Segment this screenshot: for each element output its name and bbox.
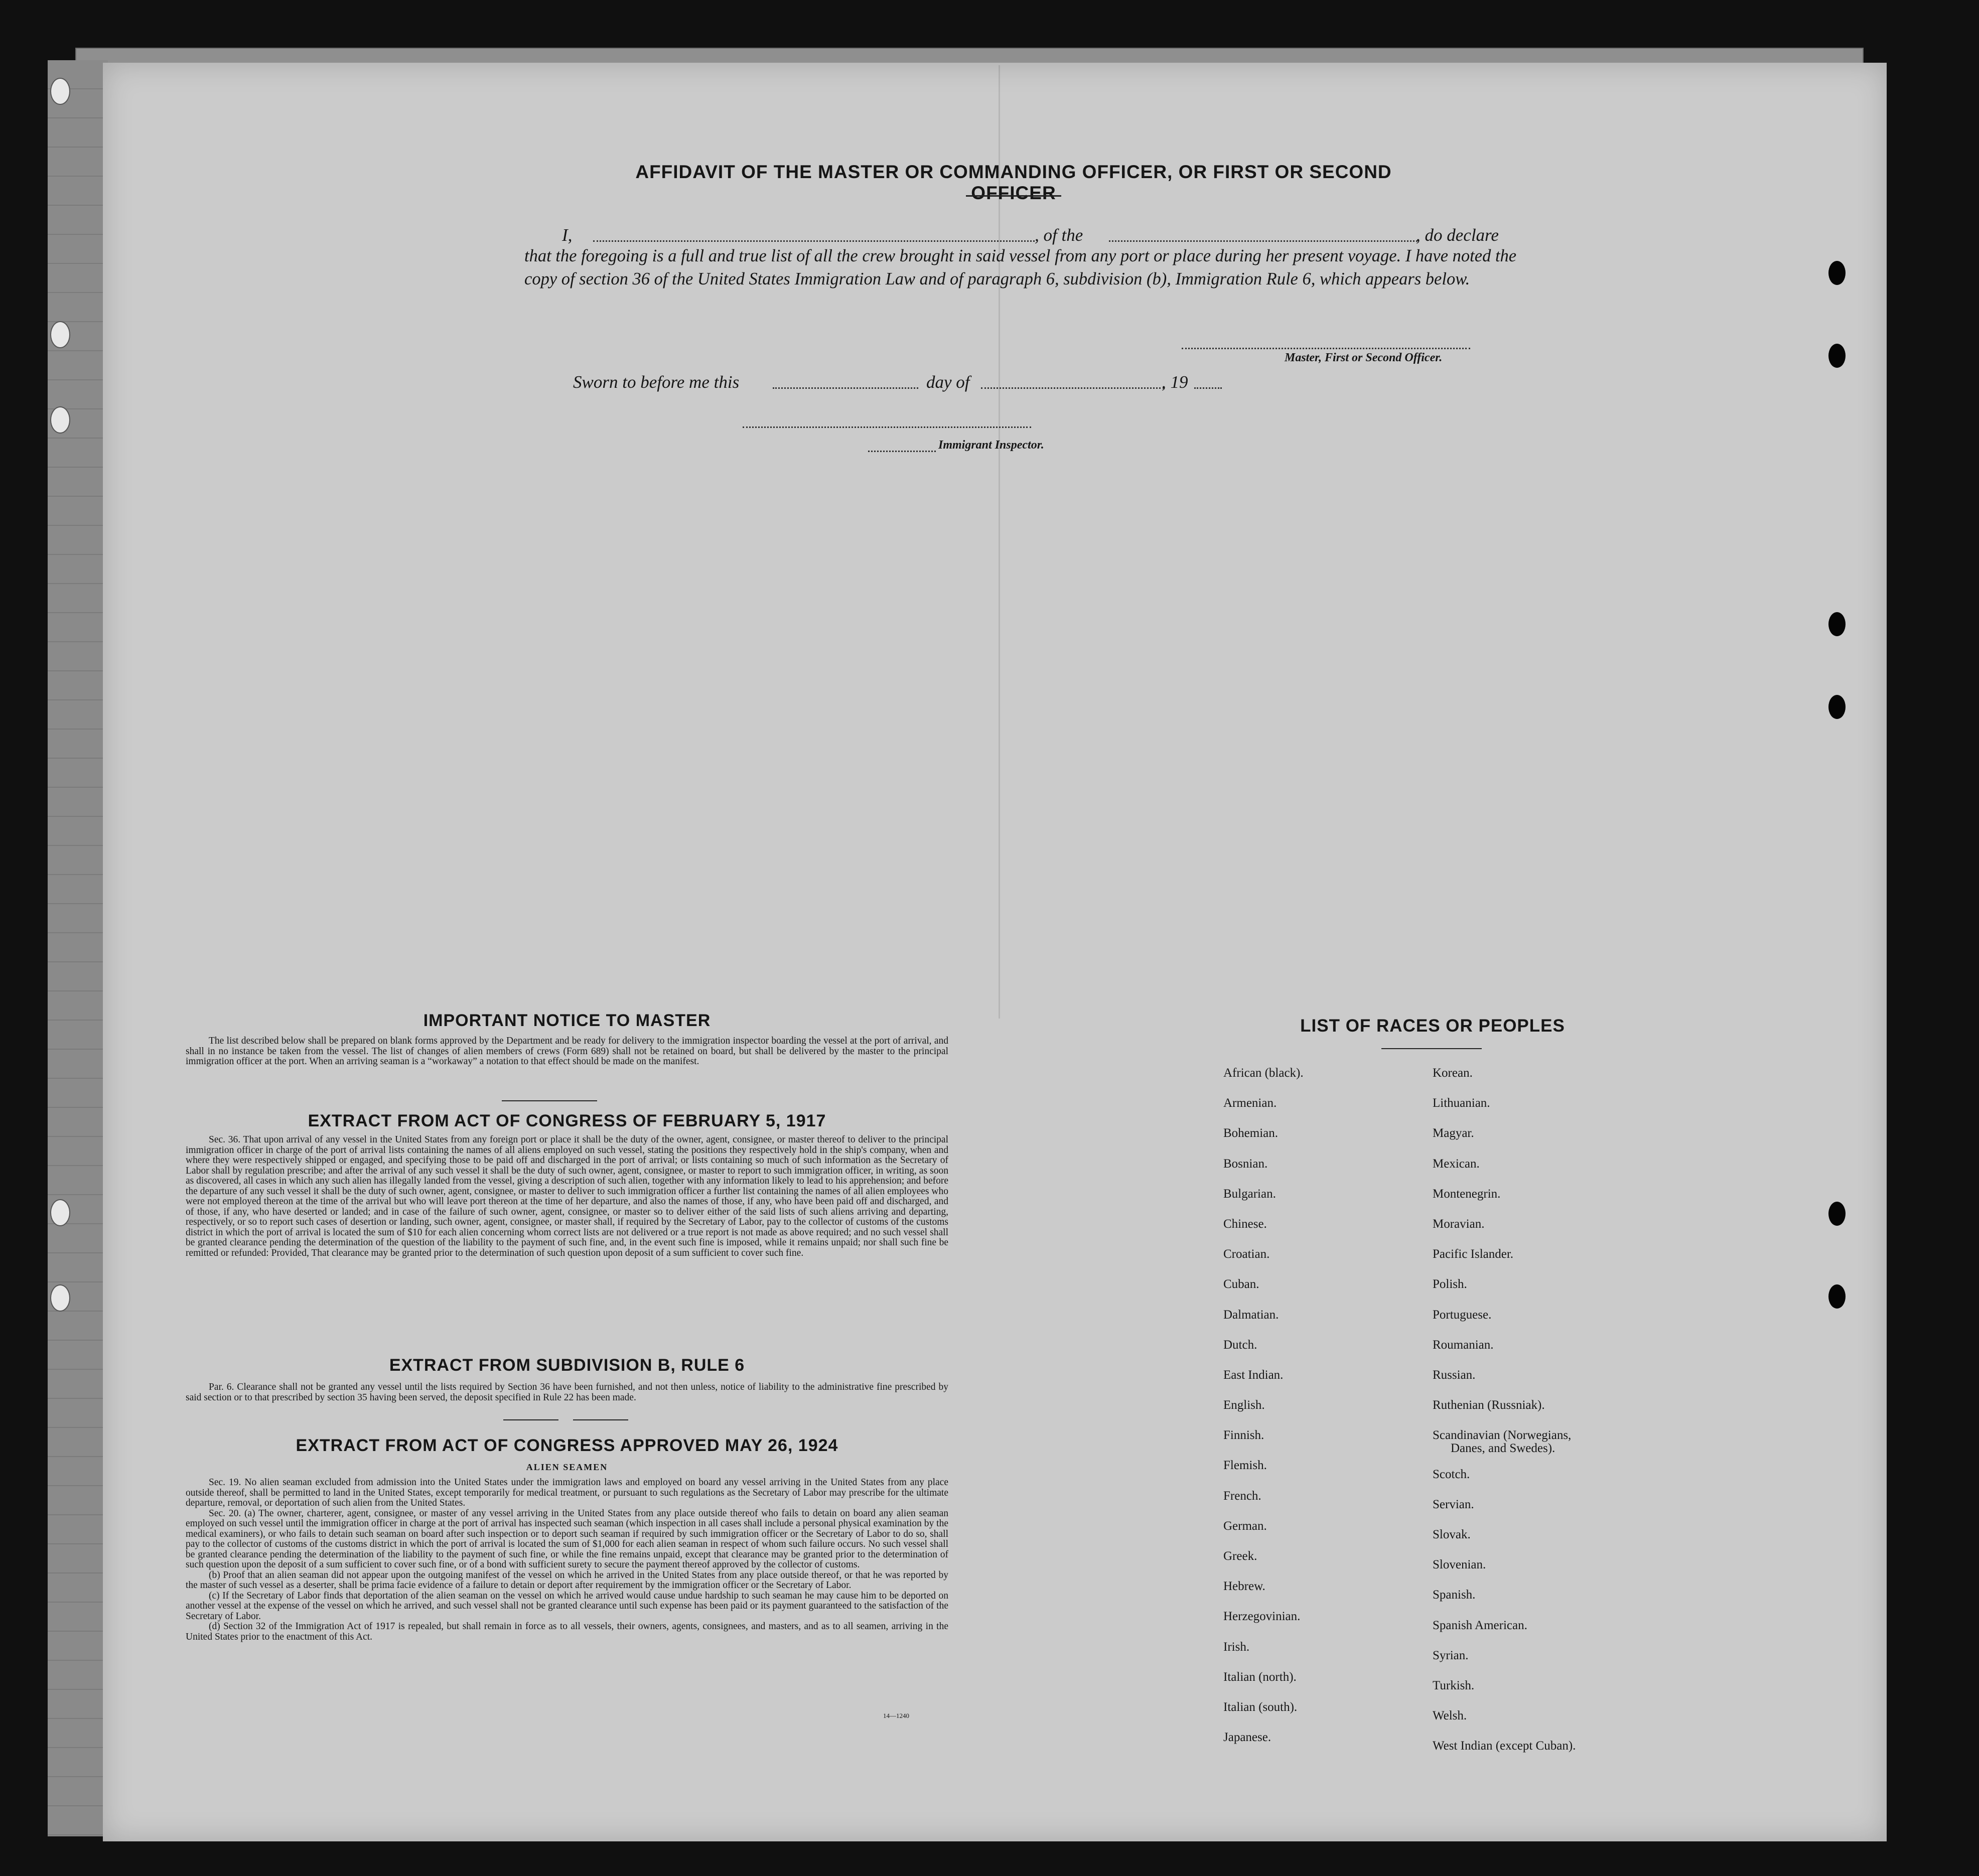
punch-hole (1828, 261, 1846, 285)
race-item: Montenegrin. (1433, 1187, 1501, 1201)
race-item: Pacific Islander. (1433, 1247, 1514, 1261)
race-item: German. (1223, 1519, 1267, 1533)
races-underline (1381, 1048, 1482, 1049)
page-fold (999, 65, 1000, 1019)
race-item: Magyar. (1433, 1126, 1474, 1140)
race-item: Scotch. (1433, 1467, 1470, 1481)
alien-seamen-subtitle: ALIEN SEAMEN (526, 1462, 608, 1472)
sworn-month-blank[interactable] (981, 387, 1164, 389)
race-item: French. (1223, 1489, 1261, 1503)
race-item: Servian. (1433, 1497, 1474, 1511)
race-item: Syrian. (1433, 1648, 1469, 1662)
sworn-day-of: day of (926, 372, 970, 392)
race-item: Polish. (1433, 1277, 1467, 1291)
extract-1924-title: EXTRACT FROM ACT OF CONGRESS APPROVED MAY 26, 1924 (296, 1436, 838, 1455)
race-item: Italian (north). (1223, 1670, 1297, 1684)
punch-hole (1828, 695, 1846, 719)
extract-1924-text (186, 1478, 948, 1642)
left-punch-hole (50, 321, 70, 348)
vessel-blank[interactable] (1109, 240, 1418, 242)
rule6-divider-right (573, 1419, 628, 1420)
rule6-paragraph: Par. 6. Clearance shall not be granted any vessel until the lists required by Section 36 have been furnished, and not then unless, notice of liability to the administrative fine prescribed by said section or to that prescribed by section 35 having been served, the deposit specified in Rule 22 has been made. (186, 1382, 948, 1403)
race-item: Scandinavian (Norwegians, (1433, 1428, 1572, 1442)
race-item: East Indian. (1223, 1368, 1284, 1382)
race-item: Japanese. (1223, 1730, 1271, 1745)
race-item: Bosnian. (1223, 1157, 1268, 1171)
race-item: Finnish. (1223, 1428, 1264, 1442)
extract-1917-title: EXTRACT FROM ACT OF CONGRESS OF FEBRUARY 5, 1917 (308, 1111, 826, 1130)
race-item: Slovak. (1433, 1528, 1471, 1542)
notice-divider (502, 1100, 597, 1101)
race-item: Chinese. (1223, 1217, 1267, 1231)
race-item: Korean. (1433, 1066, 1473, 1080)
race-item: Mexican. (1433, 1157, 1480, 1171)
sec-20a-paragraph: Sec. 20. (a) The owner, charterer, agent, consignee, or master of any vessel arriving in the United States from any place outside thereof who fails to detain on board any alien seaman employed on such vessel until the immigration officer in charge at the port of arrival has inspected such seaman (which inspection in all cases shall include a personal physical examination by the medical examiners), or who fails to detain such seaman on board after such inspection or to deport such seaman if required by such immigration officer or the Secretary of Labor to do so, shall pay to the collector of customs of the customs district in which the port of arrival is located the sum of $1,000 for each alien seaman in respect of whom such failure occurs. No such vessel shall be granted clearance pending the determination of the liability to the payment of such fine, or while the fine remains unpaid, except that clearance may be granted prior to the determination of such question upon the deposit of a sum sufficient to cover such fine, or of a bond with sufficient surety to secure the payment thereof approved by the collector of customs. (186, 1508, 948, 1570)
punch-hole (1828, 1284, 1846, 1309)
race-item: Dutch. (1223, 1338, 1257, 1352)
left-punch-hole (50, 406, 70, 434)
punch-hole (1828, 1202, 1846, 1226)
race-item: Bulgarian. (1223, 1187, 1276, 1201)
sec-20c-paragraph: (c) If the Secretary of Labor finds that deportation of the alien seaman on the vessel on which he arrived would cause undue hardship to such seaman he may cause him to be deported on another vessel at the expense of the vessel on which he arrived, and such vessel shall not be granted clearance until such expense has been paid or its payment guaranteed to the satisfaction of the Secretary of Labor. (186, 1590, 948, 1622)
race-item: English. (1223, 1398, 1265, 1412)
race-item: Cuban. (1223, 1277, 1259, 1291)
rule6-title: EXTRACT FROM SUBDIVISION B, RULE 6 (389, 1356, 745, 1375)
sec-20d-paragraph: (d) Section 32 of the Immigration Act of 1917 is repealed, but shall remain in force as to all vessels, their owners, agents, consignees, and masters, and as to all seamen, arriving in the United States prior to the enactment of this Act. (186, 1621, 948, 1642)
left-punch-hole (50, 1284, 70, 1312)
race-item: Bohemian. (1223, 1126, 1279, 1140)
left-punch-hole (50, 78, 70, 105)
name-blank[interactable] (593, 240, 1035, 242)
form-number: 14—1240 (883, 1712, 909, 1719)
race-item: West Indian (except Cuban). (1433, 1739, 1576, 1753)
race-item: Croatian. (1223, 1247, 1270, 1261)
sworn-year: , 19 (1162, 372, 1188, 392)
race-item: Hebrew. (1223, 1579, 1265, 1594)
notice-text (186, 1036, 948, 1067)
sworn-day-blank[interactable] (773, 387, 918, 389)
affidavit-declare: , do declare (1416, 225, 1499, 245)
race-item: Spanish American. (1433, 1618, 1527, 1632)
race-item: Irish. (1223, 1640, 1250, 1654)
inspector-short-line (868, 451, 936, 452)
race-item: Roumanian. (1433, 1338, 1494, 1352)
race-item: African (black). (1223, 1066, 1304, 1080)
race-item: Russian. (1433, 1368, 1476, 1382)
race-item: Italian (south). (1223, 1700, 1298, 1714)
notice-paragraph: The list described below shall be prepared on blank forms approved by the Department and be ready for delivery to the immigration inspector boarding the vessel at the port of arrival, and shall in no instance be taken from the vessel. The list of changes of alien members of crews (Form 689) shall not be retained on board, but shall be delivered by the master to the principal immigration officer at the port. When an arriving seaman is a “workaway” a notation to that effect should be made on the manifest. (186, 1036, 948, 1067)
race-item: Flemish. (1223, 1459, 1267, 1473)
race-item: Turkish. (1433, 1678, 1475, 1692)
inspector-signature-line[interactable] (743, 426, 1031, 428)
race-item: Lithuanian. (1433, 1096, 1490, 1110)
race-item: Portuguese. (1433, 1308, 1492, 1322)
affidavit-i: I, (562, 225, 573, 245)
sec-19-paragraph: Sec. 19. No alien seaman excluded from admission into the United States under the immigration laws and employed on board any vessel arriving in the United States from any place outside thereof, shall be permitted to land in the United States, except temporarily for medical treatment, or pursuant to such regulations as the Secretary of Labor may prescribe for the ultimate departure, removal, or deportation of such alien from the United States. (186, 1477, 948, 1508)
race-item: Herzegovinian. (1223, 1610, 1301, 1624)
race-item: Welsh. (1433, 1709, 1467, 1723)
sworn-prefix: Sworn to before me this (573, 372, 740, 392)
races-column-1 (1223, 1058, 1304, 1753)
notice-title: IMPORTANT NOTICE TO MASTER (423, 1011, 711, 1030)
extract-1917-text (186, 1135, 948, 1258)
affidavit-title: AFFIDAVIT OF THE MASTER OR COMMANDING OFFICER, OR FIRST OR SECOND OFFICER (635, 162, 1392, 203)
race-item: Slovenian. (1433, 1558, 1486, 1572)
punch-hole (1828, 612, 1846, 636)
sworn-year-blank[interactable] (1194, 387, 1222, 389)
races-column-2 (1433, 1058, 1576, 1762)
extract-1917-paragraph: Sec. 36. That upon arrival of any vessel in the United States from any foreign port or place it shall be the duty of the owner, agent, consignee, or master thereof to deliver to the principal immigration officer in charge of the port of arrival lists containing the names of all aliens employed on such vessel, stating the positions they respectively hold in the ship's company, when and where they were respectively shipped or engaged, and specifying those to be paid off and discharged in the port of arrival; or lists containing so much of such information as the Secretary of Labor shall by regulation prescribe; and after the arrival of any such vessel it shall be the duty of such owner, agent, consignee, or master to report to such immigration officer, in writing, as soon as discovered, all cases in which any such alien has illegally landed from the vessel, giving a description of such alien, together with any information likely to lead to his apprehension; and before the departure of any such vessel it shall be the duty of such owner, agent, consignee, or master to deliver to such immigration officer a further list containing the names of all alien employees who were not employed thereon at the time of the arrival but who will leave port thereon at the time of her departure, and also the names of those, if any, who have been paid off and discharged, and of those, if any, who have deserted or landed; and in case of the failure of such owner, agent, consignee, or master so to deliver either of the said lists of such aliens arriving and departing, respectively, or so to report such cases of desertion or landing, such owner, agent, consignee, or master shall, if required by the Secretary of Labor, pay to the collector of customs of the customs district in which the port of arrival is located the sum of $10 for each alien concerning whom correct lists are not delivered or a true report is not made as above required; and no such vessel shall be granted clearance pending the determination of the question of the liability to the payment of such fine, and, in the event such fine is imposed, while it remains unpaid; nor shall such fine be remitted or refunded: Provided, That clearance may be granted prior to the determination of such question upon deposit of a sum sufficient to cover such fine. (186, 1134, 948, 1258)
race-item: Greek. (1223, 1549, 1257, 1563)
signature-line[interactable] (1182, 348, 1470, 349)
race-item: Moravian. (1433, 1217, 1485, 1231)
signature-caption: Master, First or Second Officer. (1285, 351, 1443, 364)
title-underline (966, 195, 1061, 197)
inspector-caption: Immigrant Inspector. (938, 439, 1044, 452)
rule6-text (186, 1382, 948, 1403)
sec-20b-paragraph: (b) Proof that an alien seaman did not appear upon the outgoing manifest of the vessel on which he arrived in the United States from any place outside thereof, or that he was reported by the master of such vessel as a deserter, shall be prima facie evidence of a failure to detain or deport after requirement by the immigration officer or the Secretary of Labor. (186, 1569, 948, 1591)
races-title: LIST OF RACES OR PEOPLES (1300, 1016, 1565, 1036)
left-punch-hole (50, 1199, 70, 1226)
affidavit-of-the: , of the (1035, 225, 1083, 245)
punch-hole (1828, 344, 1846, 368)
rule6-divider-left (503, 1419, 558, 1420)
race-item: Armenian. (1223, 1096, 1277, 1110)
race-item: Dalmatian. (1223, 1308, 1279, 1322)
race-item: Spanish. (1433, 1588, 1476, 1602)
race-item: Ruthenian (Russniak). (1433, 1398, 1545, 1412)
race-item: Danes, and Swedes). (1451, 1441, 1556, 1456)
affidavit-body: that the foregoing is a full and true list of all the crew brought in said vessel from any port or place during her present voyage. I have noted the copy of section 36 of the United States Immigration Law and of paragraph 6, subdivision (b), Immigration Rule 6, which appears below. (524, 246, 1517, 288)
